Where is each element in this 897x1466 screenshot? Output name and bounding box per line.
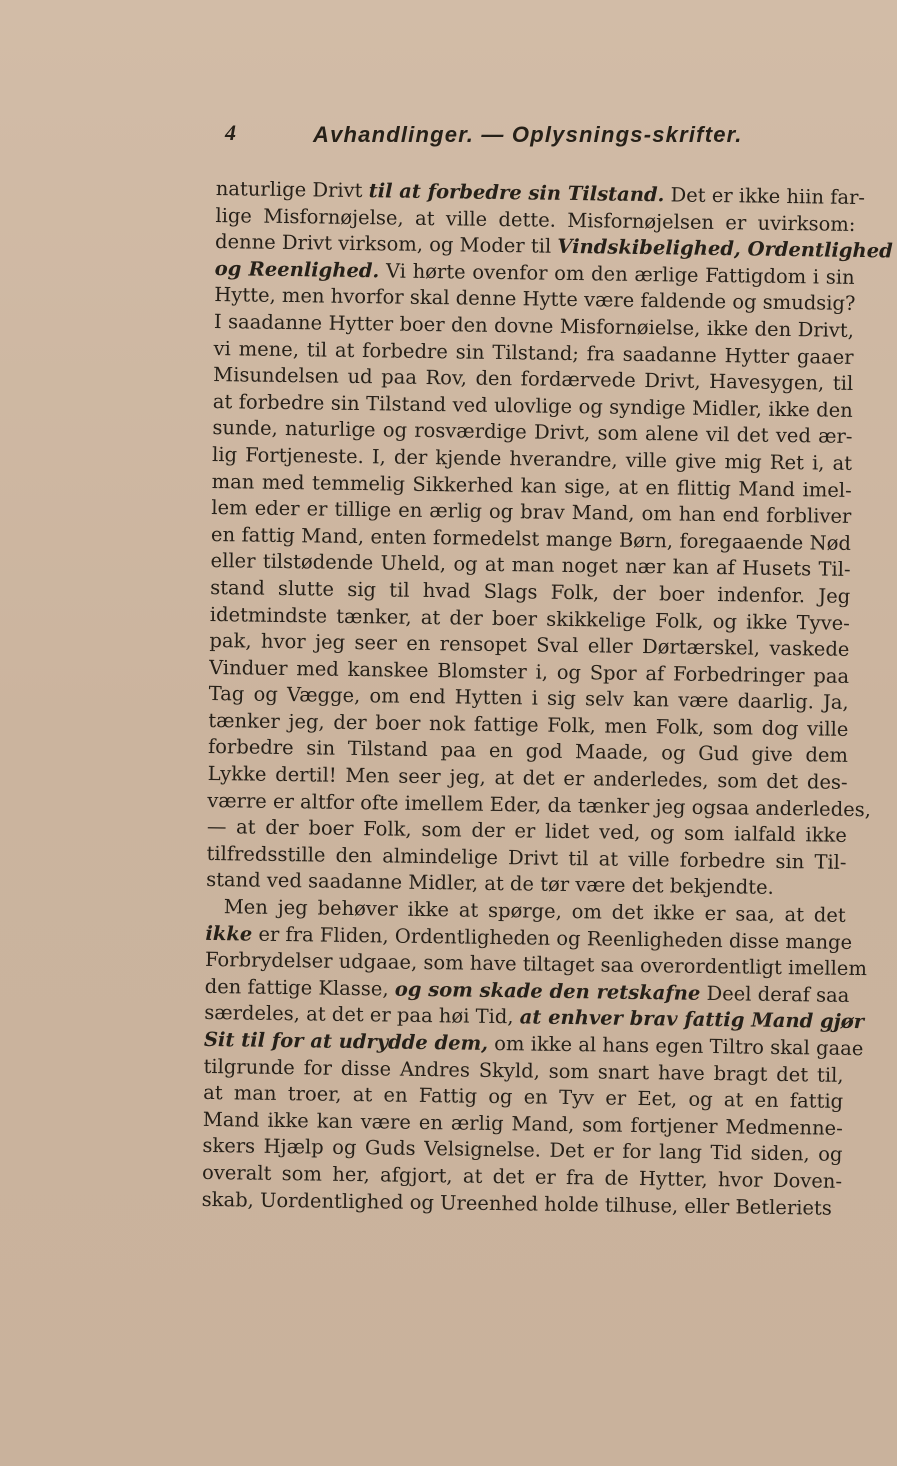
emphasis: og som skade den retskafne: [394, 977, 701, 1005]
text-run: Mand ikke kan være en ærlig Mand, som fortjener Medmenne-: [202, 1107, 843, 1140]
text-run: skab, Uordentlighed og Ureenhed holde tilhuse, eller Betleriets: [201, 1187, 833, 1220]
page-header: [215, 118, 855, 158]
text-run: værre er altfor ofte imellem Eder, da tænker jeg ogsaa anderledes,: [207, 788, 872, 821]
text-run: pak, hvor jeg seer en rensopet Sval eller Dørtærskel, vaskede: [209, 629, 850, 661]
text-run: tænker jeg, der boer nok fattige Folk, men Folk, som dog ville: [208, 708, 849, 741]
text-run: Vi hørte ovenfor om den ærlige Fattigdom i sin: [379, 259, 855, 289]
text-run: Hytte, men hvorfor skal denne Hytte være faldende og smudsig?: [214, 283, 856, 316]
text-run: eller tilstødende Uheld, og at man noget nær kan af Husets Til-: [210, 549, 851, 582]
text-run: naturlige Drivt: [215, 176, 369, 203]
text-run: Vinduer med kanskee Blomster i, og Spor af Forbedringer paa: [208, 655, 850, 688]
text-run: idetmindste tænker, at der boer skikkelige Folk, og ikke Tyve-: [209, 602, 850, 635]
text-run: sunde, naturlige og rosværdige Drivt, som alene vil det ved ær-: [212, 416, 853, 449]
emphasis: Vindskibelighed, Ordentlighed: [557, 234, 893, 263]
text-run: I saadanne Hytter boer den dovne Misfornøielse, ikke den Drivt,: [213, 309, 855, 342]
text-run: særdeles, at det er paa høi Tid,: [204, 1001, 520, 1029]
text-run: man med temmelig Sikkerhed kan sige, at en flittig Mand imel-: [211, 469, 852, 502]
text-run: stand slutte sig til hvad Slags Folk, der boer indenfor. Jeg: [210, 575, 851, 608]
text-run: forbedre sin Tilstand paa en god Maade, og Gud give dem: [207, 735, 849, 768]
emphasis: til at forbedre sin Tilstand.: [368, 179, 665, 207]
text-run: lem eder er tillige en ærlig og brav Mand, om han end forbliver: [211, 496, 852, 529]
text-run: Men jeg behøver ikke at spørge, om det ikke er saa, at det: [223, 895, 846, 927]
emphasis: ikke: [205, 921, 253, 946]
text-run: at forbedre sin Tilstand ved ulovlige og syndige Midler, ikke den: [212, 389, 853, 422]
text-run: tilfredsstille den almindelige Drivt til at ville forbedre sin Til-: [206, 841, 847, 874]
running-title: Avhandlinger. — Oplysnings-skrifter.: [313, 122, 743, 147]
text-run: lige Misfornøjelse, at ville dette. Misfornøjelsen er uvirksom:: [215, 203, 856, 236]
text-run: tilgrunde for disse Andres Skyld, som snart have bragt det til,: [203, 1054, 844, 1087]
text-run: — at der boer Folk, som der er lidet ved, og som ialfald ikke: [206, 815, 848, 848]
emphasis: at enhver brav fattig Mand gjør: [519, 1005, 865, 1034]
text-run: lig Fortjeneste. I, der kjende hverandre, ville give mig Ret i, at: [211, 442, 853, 475]
text-run: denne Drivt virksom, og Moder til: [214, 230, 558, 258]
text-run: Tag og Vægge, om end Hytten i sig selv kan være daarlig. Ja,: [208, 682, 849, 715]
page-number: 4: [225, 120, 236, 145]
text-run: stand ved saadanne Midler, at de tør være det bekjendte.: [206, 868, 774, 900]
text-run: at man troer, at en Fattig og en Tyv er Eet, og at en fattig: [203, 1081, 844, 1114]
body-text: [201, 176, 893, 1222]
text-run: Lykke dertil! Men seer jeg, at det er anderledes, som det des-: [207, 762, 848, 794]
paragraph: [201, 894, 868, 1222]
text-run: vi mene, til at forbedre sin Tilstand; fra saadanne Hytter gaaer: [213, 336, 854, 369]
text-run: skers Hjælp og Guds Velsignelse. Det er for lang Tid siden, og: [202, 1134, 843, 1167]
text-run: Forbrydelser udgaae, som have tiltaget saa overordentligt imellem: [204, 948, 868, 981]
text-run: den fattige Klasse,: [204, 974, 395, 1001]
text-run: er fra Fliden, Ordentligheden og Reenligheden disse mange: [252, 922, 853, 954]
paragraph: [206, 176, 893, 903]
text-run: Det er ikke hiin far-: [664, 183, 866, 210]
text-run: om ikke al hans egen Tiltro skal gaae: [487, 1031, 864, 1061]
text-run: Misundelsen ud paa Rov, den fordærvede Drivt, Havesygen, til: [213, 363, 854, 396]
emphasis: Sit til for at udrydde dem,: [203, 1027, 489, 1055]
text-run: en fattig Mand, enten formedelst mange Børn, foregaaende Nød: [210, 522, 852, 555]
text-run: overalt som her, afgjort, at det er fra de Hytter, hvor Doven-: [201, 1160, 843, 1193]
text-run: Deel deraf saa: [700, 981, 850, 1007]
emphasis: og Reenlighed.: [214, 256, 380, 283]
